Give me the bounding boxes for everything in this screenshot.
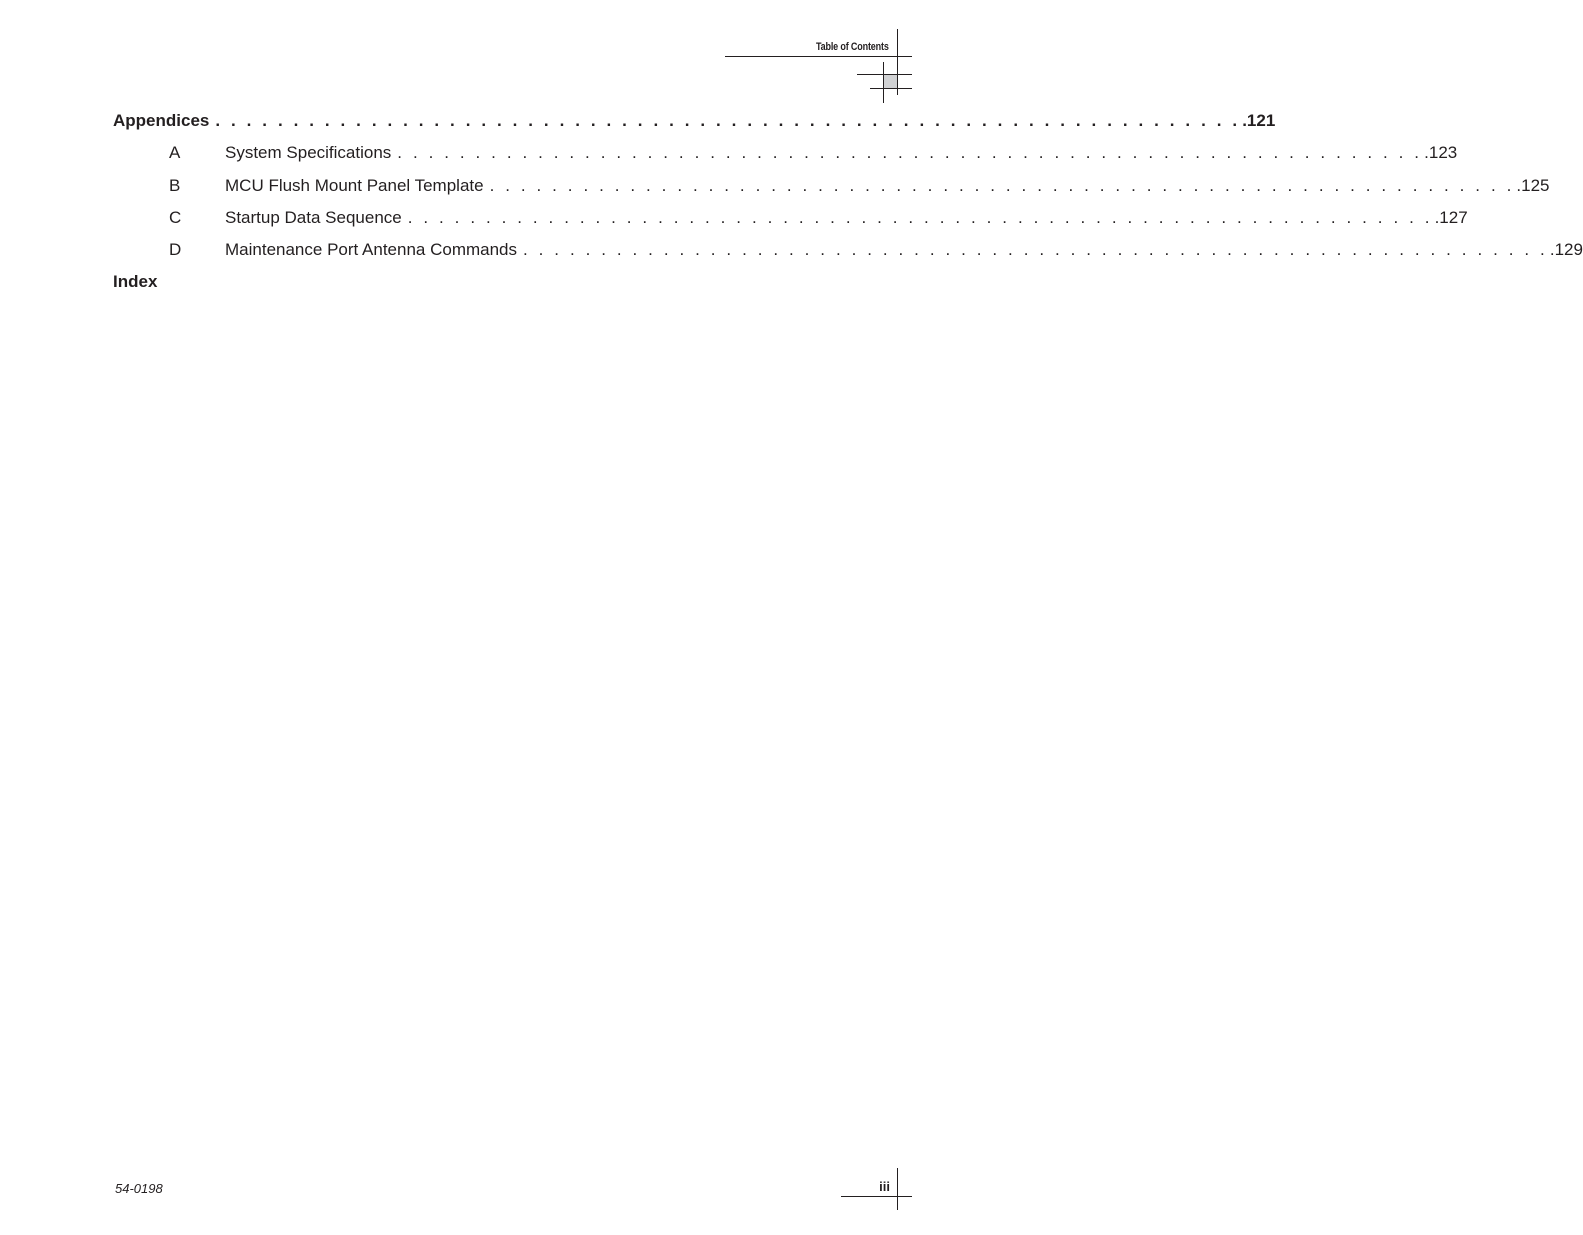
dot-leader: . . . . . . . . . . . . . . . . . . . . . . . . . . . . . . . . . . . . . . . . . . . . . . . . . . . . . . . . . . . . . . . . . .	[215, 111, 1241, 130]
toc-title: Appendices	[113, 111, 210, 130]
toc-page-number: .125	[1516, 175, 1550, 195]
toc-page-number: .127	[1434, 207, 1468, 227]
toc-row-appendices[interactable]	[113, 111, 1276, 143]
appendix-letter: A	[169, 143, 181, 163]
toc-page-number: .121	[1242, 111, 1276, 130]
document-number: 54-0198	[115, 1181, 163, 1196]
toc-title: Maintenance Port Antenna Commands	[225, 240, 518, 260]
toc-page-number: .123	[1424, 143, 1458, 163]
tab-marker	[884, 75, 897, 88]
toc-row-appendix-b[interactable]	[113, 175, 1550, 208]
dot-leader: . . . . . . . . . . . . . . . . . . . . . . . . . . . . . . . . . . . . . . . . . . . . . . . . . . . . . . . . . . . . . . . . . .	[523, 240, 1548, 260]
running-head: Table of Contents	[816, 41, 889, 53]
toc-title: System Specifications	[225, 143, 392, 163]
crop-mark-horizontal-lower	[870, 88, 912, 89]
dot-leader: . . . . . . . . . . . . . . . . . . . . . . . . . . . . . . . . . . . . . . . . . . . . . . . . . . . . . . . . . . . . . . . . . .	[407, 207, 1433, 227]
dot-leader: . . . . . . . . . . . . . . . . . . . . . . . . . . . . . . . . . . . . . . . . . . . . . . . . . . . . . . . . . . . . . . . . . .	[397, 143, 1423, 163]
footer-vertical-rule	[897, 1168, 898, 1210]
header-vertical-rule	[897, 29, 898, 95]
toc-row-index[interactable]	[113, 272, 730, 304]
toc-title: MCU Flush Mount Panel Template	[225, 175, 484, 195]
appendix-letter: C	[169, 207, 182, 227]
dot-leader: . . . . . . . . . . . . . . . . . . . . . . . . . . . . . . . . . . . . . . . . . . . . . . . . . . . . . . . . . . . . . . . . . .	[489, 175, 1515, 195]
page-number: iii	[879, 1179, 890, 1194]
toc-title: Index	[113, 272, 158, 292]
footer-rule	[841, 1196, 912, 1197]
toc-title: Startup Data Sequence	[225, 207, 402, 227]
appendix-letter: B	[169, 175, 181, 195]
table-of-contents	[113, 111, 1583, 305]
toc-row-appendix-d[interactable]	[113, 240, 1583, 272]
toc-page-number: .129	[1549, 240, 1583, 260]
header-rule	[725, 56, 912, 57]
toc-row-appendix-c[interactable]	[113, 207, 1468, 240]
appendix-letter: D	[169, 240, 182, 260]
toc-row-appendix-a[interactable]	[113, 143, 1458, 175]
